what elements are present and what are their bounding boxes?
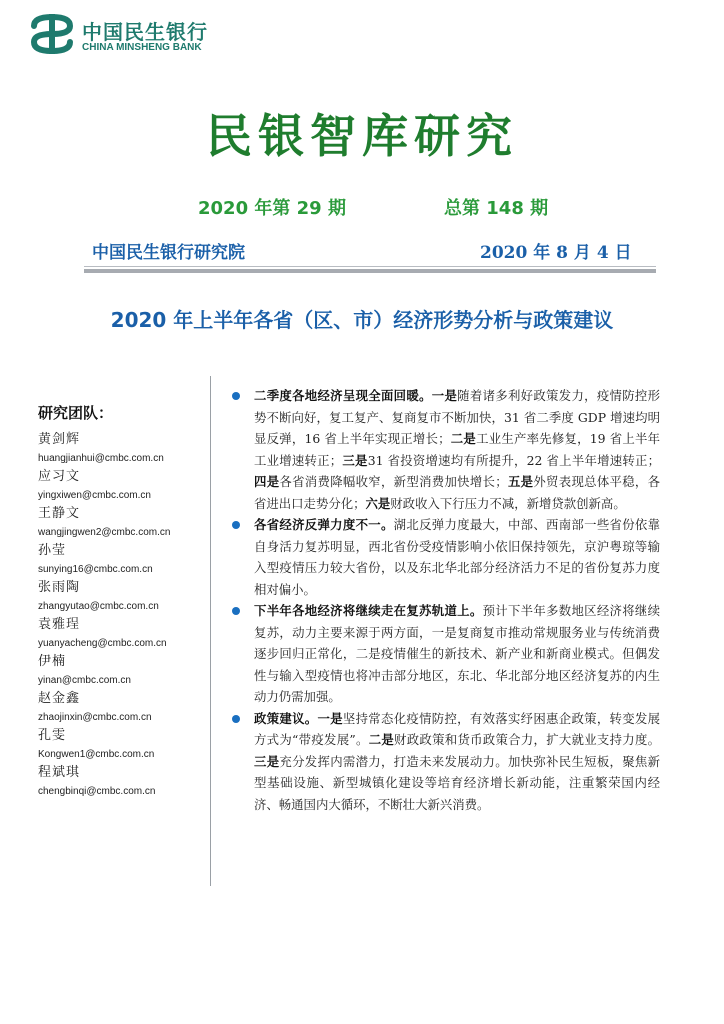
minsheng-logo-icon: [30, 14, 74, 54]
column-divider: [210, 376, 211, 886]
member-email: huangjianhui@cmbc.com.cn: [38, 453, 164, 464]
member-name: 赵金鑫: [38, 691, 81, 706]
member-email: yuanyacheng@cmbc.com.cn: [38, 638, 167, 649]
bullet-icon: [232, 715, 240, 723]
bullet-icon: [232, 607, 240, 615]
key-point-text: 各省经济反弹力度不一。湖北反弹力度最大，中部、西南部一些省份依靠自身活力复苏明显，西北省份受疫情影响小依旧保持领先，京沪粤琼等输入型疫情压力较大省份，以及东北华北部分经济活力不足的省份复苏力度相对偏小。: [254, 517, 661, 597]
bank-logo: [30, 14, 250, 54]
team-member: [38, 726, 206, 763]
publish-date: 2020 年 8 月 4 日: [480, 243, 632, 263]
member-name: 袁雅珵: [38, 617, 81, 632]
team-member: [38, 578, 206, 615]
member-email: yinan@cmbc.com.cn: [38, 675, 131, 686]
bank-name-cn: 中国民生银行: [82, 20, 208, 44]
member-email: yingxiwen@cmbc.com.cn: [38, 490, 151, 501]
member-name: 伊楠: [38, 654, 67, 669]
header-rule-thick: [84, 269, 656, 273]
team-member: [38, 430, 206, 467]
member-name: 王静文: [38, 506, 81, 521]
key-point: [232, 514, 660, 600]
member-name: 应习文: [38, 469, 81, 484]
team-member: [38, 467, 206, 504]
team-member: [38, 615, 206, 652]
team-member: [38, 763, 206, 800]
bullet-icon: [232, 521, 240, 529]
key-points: [232, 385, 660, 815]
key-point: [232, 708, 660, 816]
member-email: sunying16@cmbc.com.cn: [38, 564, 153, 575]
team-member: [38, 689, 206, 726]
member-email: zhangyutao@cmbc.com.cn: [38, 601, 159, 612]
team-member: [38, 652, 206, 689]
member-email: zhaojinxin@cmbc.com.cn: [38, 712, 152, 723]
key-point-text: 二季度各地经济呈现全面回暖。一是随着诸多利好政策发力，疫情防控形势不断向好，复工复产、复商复市不断加快，31 省二季度 GDP 增速均明显反弹，16 省上半年实现正增长；二是工业生产率先修复，19 省上半年工业增速转正；三是31 省投资增速均有所提升，22 省上半年增速转正；四是各省消费降幅收窄，新型消费加快增长；五是外贸表现总体平稳，各省进出口走势分化；六是财政收入下行压力不减，新增贷款创新高。: [254, 388, 661, 511]
member-name: 孙莹: [38, 543, 67, 558]
bank-name-en: CHINA MINSHENG BANK: [82, 42, 202, 53]
member-email: wangjingwen2@cmbc.com.cn: [38, 527, 171, 538]
team-heading: 研究团队：: [38, 404, 114, 422]
issue-total: 总第 148 期: [444, 198, 549, 219]
team-member: [38, 504, 206, 541]
member-name: 程斌琪: [38, 765, 81, 780]
member-email: chengbinqi@cmbc.com.cn: [38, 786, 156, 797]
member-name: 孔雯: [38, 728, 67, 743]
key-point: [232, 385, 660, 514]
header-rule-thin: [84, 266, 656, 267]
report-title: 2020 年上半年各省（区、市）经济形势分析与政策建议: [110, 308, 614, 332]
member-name: 黄剑辉: [38, 432, 81, 447]
bullet-icon: [232, 392, 240, 400]
key-point-text: 政策建议。一是坚持常态化疫情防控，有效落实纾困惠企政策，转变发展方式为“带疫发展”。二是财政政策和货币政策合力，扩大就业支持力度。三是充分发挥内需潜力，打造未来发展动力。加快弥补民生短板，聚焦新型基础设施、新型城镇化建设等培育经济增长新动能，注重繁荣国内经济、畅通国内大循环，不断壮大新兴消费。: [254, 710, 661, 812]
institute-name: 中国民生银行研究院: [92, 243, 245, 263]
publication-title: 民银智库研究: [206, 109, 518, 163]
team-member: [38, 541, 206, 578]
key-point-text: 下半年各地经济将继续走在复苏轨道上。预计下半年多数地区经济将继续复苏，动力主要来源于两方面，一是复商复市推动常规服务业与传统消费逐步回归正常化，二是疫情催生的新技术、新产业和新商业模式。但偶发性与输入型疫情也将冲击部分地区，东北、华北部分地区经济复苏的内生动力仍需加强。: [254, 603, 661, 704]
member-email: Kongwen1@cmbc.com.cn: [38, 749, 155, 760]
member-name: 张雨陶: [38, 580, 81, 595]
issue-number: 2020 年第 29 期: [198, 198, 346, 219]
research-team: [38, 402, 206, 800]
key-point: [232, 600, 660, 708]
